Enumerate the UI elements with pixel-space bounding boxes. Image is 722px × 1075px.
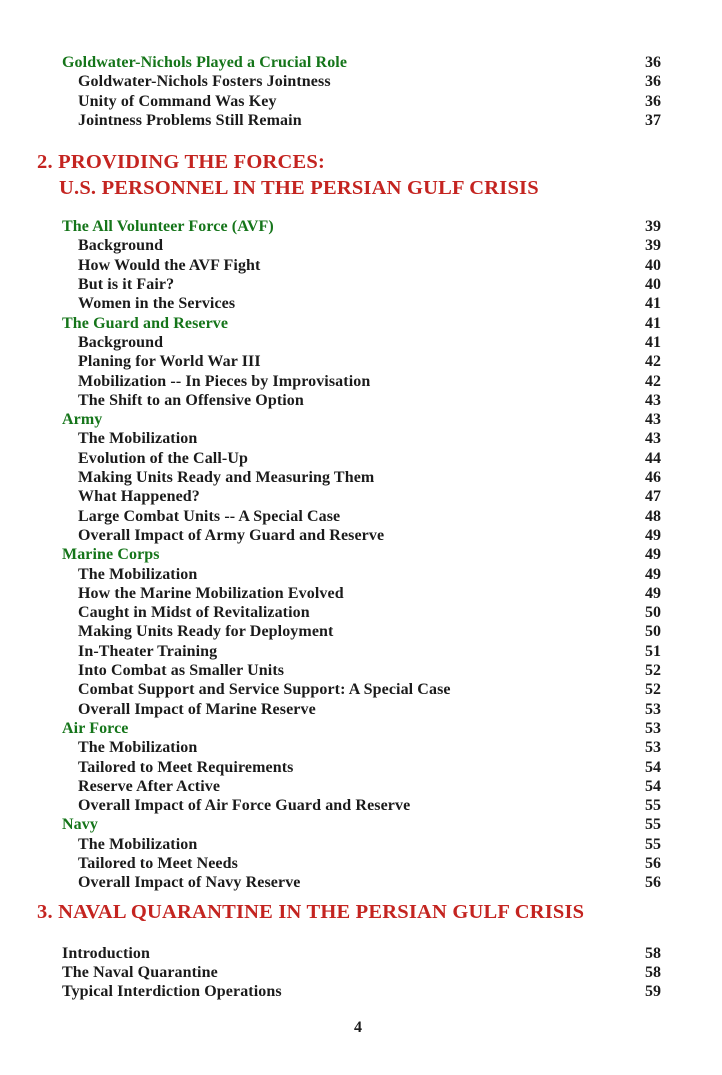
toc-entry-page-number: 52 (645, 681, 661, 699)
toc-entry (0, 410, 722, 429)
toc-entry (0, 352, 722, 371)
toc-entry-page-number: 55 (645, 797, 661, 815)
toc-entry-label: In-Theater Training (78, 642, 218, 660)
toc-entry-page-number: 48 (645, 507, 661, 525)
toc-entry-page-number: 49 (645, 584, 661, 602)
toc-entry-page-number: 49 (645, 526, 661, 544)
toc-entry-page-number: 56 (645, 854, 661, 872)
toc-entry (0, 944, 722, 963)
toc-entry-page-number: 44 (645, 449, 661, 467)
toc-entry (0, 111, 722, 130)
toc-entry (0, 468, 722, 487)
toc-entry (0, 53, 722, 72)
toc-entry (0, 487, 722, 506)
toc-entry-page-number: 53 (645, 739, 661, 757)
toc-entry-label: Combat Support and Service Support: A Special Case (78, 681, 451, 699)
toc-entry-label: Overall Impact of Air Force Guard and Reserve (78, 797, 411, 815)
toc-entry-label: The Mobilization (78, 430, 198, 448)
toc-entry-page-number: 58 (645, 963, 661, 981)
toc-entry-page-number: 49 (645, 565, 661, 583)
toc-entry-page-number: 43 (645, 391, 661, 409)
toc-entry-page-number: 40 (645, 256, 661, 274)
toc-entry (0, 603, 722, 622)
toc-entry-page-number: 54 (645, 758, 661, 776)
chapter-2-heading (0, 149, 722, 201)
toc-entry-page-number: 43 (645, 411, 661, 429)
toc-entry-page-number: 42 (645, 372, 661, 390)
toc-entry-page-number: 52 (645, 662, 661, 680)
toc-entry-label: Navy (62, 816, 98, 834)
toc-entry-page-number: 53 (645, 719, 661, 737)
toc-entry-label: The Mobilization (78, 739, 198, 757)
toc-entry-label: Background (78, 333, 164, 351)
toc-entry-label: Marine Corps (62, 546, 160, 564)
toc-entry-label: The Naval Quarantine (62, 963, 218, 981)
toc-entry-page-number: 55 (645, 816, 661, 834)
toc-entry (0, 777, 722, 796)
chapter-2-entries (0, 217, 722, 892)
toc-entry-label: The Mobilization (78, 565, 198, 583)
toc-entry-label: Overall Impact of Army Guard and Reserve (78, 526, 385, 544)
toc-entry (0, 719, 722, 738)
page-number: 4 (354, 1019, 362, 1037)
toc-entry-page-number: 50 (645, 623, 661, 641)
toc-entry (0, 661, 722, 680)
toc-entry-label: Making Units Ready for Deployment (78, 623, 334, 641)
toc-entry-page-number: 43 (645, 430, 661, 448)
toc-entry (0, 584, 722, 603)
toc-entry-label: Into Combat as Smaller Units (78, 662, 285, 680)
toc-entry (0, 815, 722, 834)
toc-entry-label: Goldwater-Nichols Fosters Jointness (78, 73, 331, 91)
chapter-heading-line: 3. NAVAL QUARANTINE IN THE PERSIAN GULF CRISIS (37, 900, 585, 923)
toc-entry-label: Overall Impact of Navy Reserve (78, 874, 301, 892)
toc-entry (0, 217, 722, 236)
toc-entry (0, 545, 722, 564)
toc-entry (0, 796, 722, 815)
toc-entry-page-number: 40 (645, 276, 661, 294)
toc-entry (0, 680, 722, 699)
toc-entry (0, 963, 722, 982)
toc-entry-label: Goldwater-Nichols Played a Crucial Role (62, 54, 348, 71)
toc-entry-page-number: 36 (645, 73, 661, 91)
toc-entry-page-number: 46 (645, 469, 661, 487)
toc-entry (0, 526, 722, 545)
toc-entry-label: Evolution of the Call-Up (78, 449, 248, 467)
chapter-3-entries (0, 944, 722, 1002)
toc-entry-label: The Guard and Reserve (62, 314, 229, 332)
toc-entry-label: What Happened? (78, 488, 200, 506)
toc-entry-page-number: 37 (645, 111, 661, 129)
toc-entry (0, 982, 722, 1001)
toc-entry-label: Caught in Midst of Revitalization (78, 604, 310, 622)
toc-entry-page-number: 55 (645, 835, 661, 853)
toc-entry-label: The Shift to an Offensive Option (78, 391, 304, 409)
toc-entry-label: Unity of Command Was Key (78, 92, 277, 110)
toc-entry-page-number: 56 (645, 874, 661, 892)
toc-entry-label: Reserve After Active (78, 777, 221, 795)
toc-entry-label: The All Volunteer Force (AVF) (62, 218, 274, 236)
chapter-heading-line: U.S. PERSONNEL IN THE PERSIAN GULF CRISIS (59, 177, 539, 200)
toc-entry (0, 72, 722, 91)
toc-entry-page-number: 39 (645, 218, 661, 236)
toc-entry (0, 294, 722, 313)
toc-entry-page-number: 54 (645, 777, 661, 795)
toc-entry (0, 333, 722, 352)
toc-entry (0, 835, 722, 854)
toc-entry-label: How the Marine Mobilization Evolved (78, 584, 344, 602)
toc-entry (0, 236, 722, 255)
toc-entry (0, 256, 722, 275)
toc-entry (0, 565, 722, 584)
toc-entry-label: Tailored to Meet Requirements (78, 758, 294, 776)
toc-entry (0, 92, 722, 111)
toc-entry-page-number: 42 (645, 353, 661, 371)
chapter-1-tail-entries (0, 53, 722, 130)
toc-entry-label: Army (62, 411, 103, 429)
toc-entry (0, 372, 722, 391)
toc-entry-page-number: 51 (645, 642, 661, 660)
toc-entry (0, 429, 722, 448)
chapter-heading-line: 2. PROVIDING THE FORCES: (37, 151, 326, 174)
toc-entry (0, 854, 722, 873)
toc-entry (0, 275, 722, 294)
toc-entry-page-number: 36 (645, 54, 661, 71)
toc-entry-page-number: 49 (645, 546, 661, 564)
toc-entry-page-number: 41 (645, 333, 661, 351)
toc-entry-label: Planing for World War III (78, 353, 261, 371)
toc-entry (0, 758, 722, 777)
toc-entry (0, 622, 722, 641)
toc-entry-page-number: 58 (645, 944, 661, 962)
toc-entry-label: Making Units Ready and Measuring Them (78, 469, 375, 487)
toc-entry-label: Air Force (62, 719, 129, 737)
toc-entry-label: Overall Impact of Marine Reserve (78, 700, 316, 718)
toc-entry-label: Typical Interdiction Operations (62, 983, 282, 1001)
toc-entry-page-number: 47 (645, 488, 661, 506)
toc-entry (0, 700, 722, 719)
toc-entry-page-number: 59 (645, 983, 661, 1001)
toc-entry-label: Large Combat Units -- A Special Case (78, 507, 341, 525)
chapter-3-heading (0, 899, 722, 925)
toc-entry (0, 391, 722, 410)
toc-entry-label: Women in the Services (78, 295, 236, 313)
toc-entry-label: Background (78, 237, 164, 255)
toc-entry (0, 873, 722, 892)
toc-entry-page-number: 36 (645, 92, 661, 110)
toc-entry-label: The Mobilization (78, 835, 198, 853)
toc-entry-label: But is it Fair? (78, 276, 175, 294)
toc-entry (0, 314, 722, 333)
toc-entry-label: Mobilization -- In Pieces by Improvisation (78, 372, 371, 390)
toc-entry-page-number: 53 (645, 700, 661, 718)
toc-entry (0, 507, 722, 526)
toc-entry-page-number: 39 (645, 237, 661, 255)
toc-entry (0, 642, 722, 661)
toc-entry-label: Jointness Problems Still Remain (78, 111, 302, 129)
toc-entry-page-number: 41 (645, 314, 661, 332)
toc-entry-label: How Would the AVF Fight (78, 256, 261, 274)
toc-entry-page-number: 50 (645, 604, 661, 622)
toc-entry-page-number: 41 (645, 295, 661, 313)
toc-entry (0, 449, 722, 468)
toc-entry (0, 738, 722, 757)
toc-entry-label: Tailored to Meet Needs (78, 854, 238, 872)
table-of-contents (0, 53, 722, 1001)
toc-entry-label: Introduction (62, 944, 151, 962)
